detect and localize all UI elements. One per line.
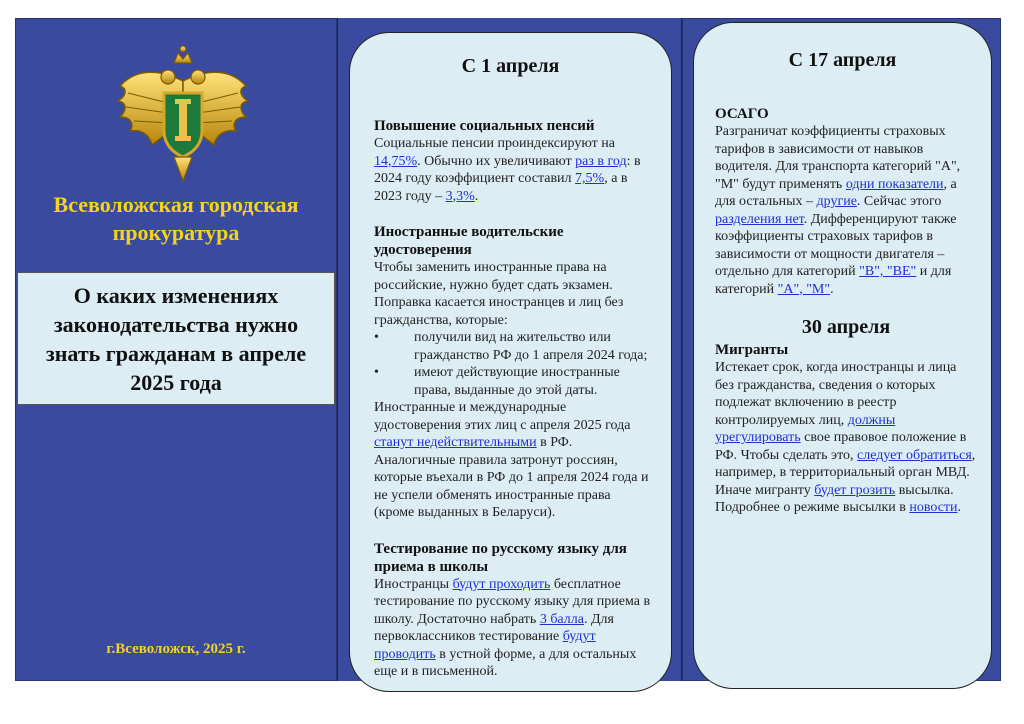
organization-name: [16, 191, 336, 247]
april-1-panel: [337, 18, 682, 681]
osago-title: ОСАГО: [715, 106, 769, 122]
link-7-5[interactable]: 7,5%: [575, 171, 605, 186]
april-1-card: [349, 32, 672, 692]
prosecutor-eagle-emblem-icon: [108, 41, 258, 191]
leaflet-title-box: [17, 272, 335, 405]
migrants-title: Мигранты: [715, 342, 789, 358]
link-categories-a-m[interactable]: "А", "М": [777, 281, 831, 297]
april-1-heading: С 1 апреля: [461, 55, 560, 77]
social-pensions-title: Повышение социальных пенсий: [374, 118, 595, 134]
link-3-3[interactable]: 3,3%: [445, 188, 475, 204]
foreign-licenses-intro: Чтобы заменить иностранные права на российские, нужно будет сдать экзамен. Поправка касается иностранцев и лиц без гражданства, которые:: [374, 260, 624, 328]
section-osago: [715, 105, 977, 298]
foreign-licenses-title: Иностранные водительские удостоверения: [374, 224, 564, 258]
cover-panel: [15, 18, 337, 681]
link-categories-b-be[interactable]: "В", "ВЕ": [859, 264, 917, 279]
link-news[interactable]: новости: [909, 500, 958, 515]
org-name-line2: прокуратура: [112, 220, 240, 245]
migrants-text: Истекает срок, когда иностранцы и лица без гражданства, сведения о которых подлежат включению в реестр контролируемых лиц, должны урегулировать свое правовое положение в РФ. Чтобы сделать это, следует обратиться, например, в территориальный орган МВД. Иначе мигранту будет грозить высылка. Подробнее о режиме высылки в новости.: [715, 360, 976, 515]
link-once-a-year[interactable]: раз в год: [575, 153, 627, 169]
link-no-separation[interactable]: разделения нет: [715, 211, 804, 227]
link-will-threaten[interactable]: будет грозить: [814, 482, 896, 498]
link-3-points[interactable]: 3 балла: [539, 611, 584, 627]
section-russian-test: [374, 540, 653, 681]
link-will-conduct[interactable]: будут проводить: [374, 629, 596, 662]
osago-text: Разграничат коэффициенты страховых тарифов в зависимости от навыков водителя. Для транспорта категорий "А", "М" будут применять одни показатели, а для остальных – другие. Сейчас этого разделения нет. Дифференцируют также коэффициенты страховых тарифов в зависимости от мощности двигателя – отдельно для категорий "В", "ВЕ" и для категорий "А", "М".: [715, 124, 961, 297]
april-30-heading: 30 апреля: [801, 316, 891, 338]
april-17-card: [693, 22, 992, 689]
leaflet-title: О каких изменениях законодательства нужно знать гражданам в апреле 2025 года: [45, 282, 307, 395]
social-pensions-text: Социальные пенсии проиндексируют на 14,75%. Обычно их увеличивают раз в год: в 2024 году коэффициент составил 7,5%, а в 2023 году – 3,3%.: [374, 136, 641, 204]
section-migrants: [715, 341, 977, 517]
bullet-item: • получили вид на жительство или гражданство РФ до 1 апреля 2024 года;: [374, 330, 648, 363]
section-foreign-licenses: [374, 223, 653, 522]
city-year: г.Всеволожск, 2025 г.: [106, 641, 246, 657]
link-become-invalid[interactable]: станут недействительными: [374, 435, 537, 450]
russian-test-title: Тестирование по русскому языку для приема в школы: [374, 540, 627, 575]
april-17-heading: С 17 апреля: [788, 49, 897, 71]
link-will-take[interactable]: будут проходить: [452, 576, 551, 592]
link-others[interactable]: другие: [816, 194, 857, 209]
bullet-icon: •: [374, 330, 379, 345]
link-must-regulate[interactable]: должны урегулировать: [715, 412, 896, 445]
link-should-apply[interactable]: следует обратиться: [857, 447, 972, 463]
april-17-panel: [682, 18, 1001, 681]
link-14-75[interactable]: 14,75%: [374, 153, 418, 169]
link-some-indicators[interactable]: одни показатели: [845, 176, 944, 192]
foreign-licenses-details: Иностранные и международные удостоверения этих лиц с апреля 2025 года станут недействительными в РФ. Аналогичные правила затронут россиян, которые въехали в РФ до 1 апреля 2024 года и не успели обменять иностранные права (кроме выданных в Беларуси).: [374, 400, 649, 520]
bullet-icon: •: [374, 365, 379, 380]
russian-test-text: Иностранцы будут проходить бесплатное тестирование по русскому языку для приема в школу. Достаточно набрать 3 балла. Для первоклассников тестирование будут проводить в устной форме, а для остальных еще и в письменной.: [374, 576, 651, 679]
bullet-item: • имеют действующие иностранные права, выданные до этой даты.: [374, 365, 620, 398]
org-name-line1: Всеволожская городская: [53, 192, 299, 217]
section-social-pensions: [374, 117, 653, 205]
